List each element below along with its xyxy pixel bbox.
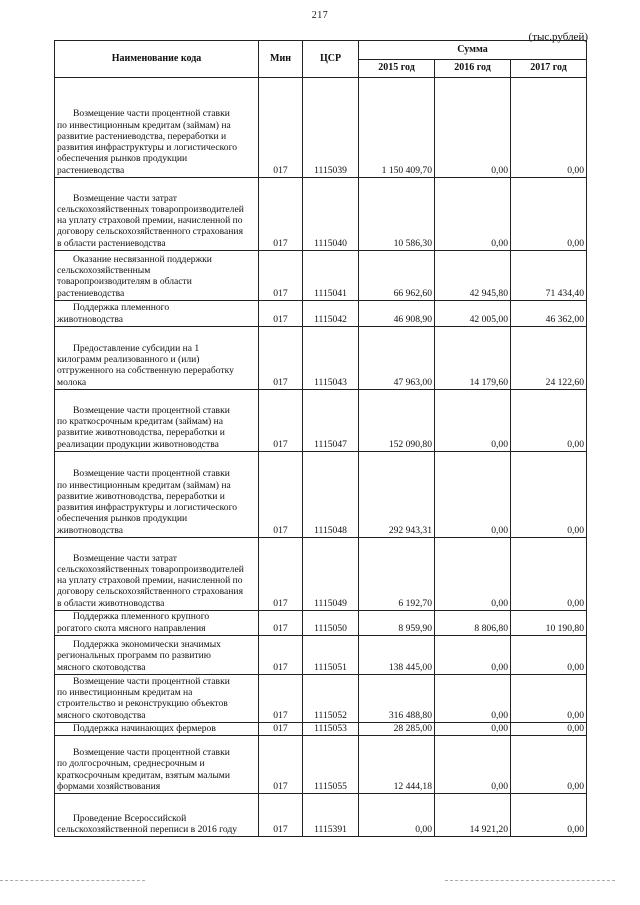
header-name: Наименование кода <box>55 41 259 78</box>
table-row <box>55 390 587 452</box>
row-name-line <box>57 394 256 405</box>
row-value-2015: 138 445,00 <box>359 636 435 675</box>
row-value-2015: 10 586,30 <box>359 178 435 251</box>
row-value-2017: 0,00 <box>511 723 587 736</box>
row-value-2017: 24 122,60 <box>511 327 587 390</box>
header-2016: 2016 год <box>435 60 511 78</box>
row-value-2015: 316 488,80 <box>359 675 435 723</box>
row-name-line: Проведение Всероссийской <box>73 812 187 824</box>
row-name-line: реализации продукции животноводства <box>57 438 219 450</box>
row-csr: 1115039 <box>303 78 359 178</box>
row-name <box>55 251 259 301</box>
row-csr: 1115053 <box>303 723 359 736</box>
row-name-line: животноводства <box>57 524 123 536</box>
row-name-line: Поддержка экономически значимых <box>73 639 221 651</box>
row-value-2015: 12 444,18 <box>359 736 435 794</box>
row-name-line: развития инфраструктуры и логистического <box>57 502 238 514</box>
table-row <box>55 301 587 327</box>
table-row <box>55 675 587 723</box>
row-name <box>55 636 259 675</box>
row-name-line: сельскохозяйственным <box>57 265 151 277</box>
table-row <box>55 78 587 178</box>
header-2015: 2015 год <box>359 60 435 78</box>
row-min: 017 <box>259 301 303 327</box>
row-csr: 1115047 <box>303 390 359 452</box>
row-name-line <box>57 801 256 812</box>
row-name-line: обеспечения рынков продукции <box>57 153 188 165</box>
row-name-line <box>57 541 256 552</box>
row-value-2015: 292 943,31 <box>359 452 435 538</box>
row-name-line: на уплату страховой премии, начисленной по <box>57 575 243 587</box>
row-name-line: региональных программ по развитию <box>57 650 211 662</box>
row-name-line: Поддержка начинающих фермеров <box>73 723 216 734</box>
row-csr: 1115042 <box>303 301 359 327</box>
row-name-line <box>57 181 256 192</box>
row-value-2017: 46 362,00 <box>511 301 587 327</box>
row-name-line: по долгосрочным, среднесрочным и <box>57 758 205 770</box>
row-value-2016: 0,00 <box>435 78 511 178</box>
row-name <box>55 794 259 837</box>
row-csr: 1115041 <box>303 251 359 301</box>
row-name <box>55 538 259 611</box>
header-sum: Сумма <box>359 41 587 60</box>
row-min: 017 <box>259 611 303 636</box>
row-min: 017 <box>259 538 303 611</box>
table-row <box>55 327 587 390</box>
row-name <box>55 736 259 794</box>
table-row <box>55 723 587 736</box>
row-value-2017: 0,00 <box>511 178 587 251</box>
row-name-line: Возмещение части процентной ставки <box>73 108 230 120</box>
row-csr: 1115049 <box>303 538 359 611</box>
budget-table <box>54 40 587 837</box>
row-name-line: в области растениеводства <box>57 237 166 249</box>
row-value-2016: 0,00 <box>435 636 511 675</box>
table-row <box>55 736 587 794</box>
row-name-line: договору сельскохозяйственного страхования <box>57 226 243 238</box>
row-value-2016: 42 945,80 <box>435 251 511 301</box>
row-value-2016: 0,00 <box>435 178 511 251</box>
row-value-2016: 0,00 <box>435 723 511 736</box>
row-name-line: животноводства <box>57 313 123 325</box>
table-row <box>55 538 587 611</box>
row-value-2015: 47 963,00 <box>359 327 435 390</box>
row-name-line: товаропроизводителям в области <box>57 276 192 288</box>
row-name-line: Предоставление субсидии на 1 <box>73 342 200 354</box>
row-min: 017 <box>259 736 303 794</box>
header-min: Мин <box>259 41 303 78</box>
row-name <box>55 178 259 251</box>
row-name-line: развитие животноводства, переработки и <box>57 490 225 502</box>
row-value-2015: 8 959,90 <box>359 611 435 636</box>
row-name-line: растениеводства <box>57 287 125 299</box>
row-name-line: Поддержка племенного <box>73 302 170 314</box>
row-value-2015: 152 090,80 <box>359 390 435 452</box>
row-name-line: развития инфраструктуры и логистического <box>57 142 238 154</box>
row-value-2015: 66 962,60 <box>359 251 435 301</box>
row-value-2015: 46 908,90 <box>359 301 435 327</box>
row-value-2017: 0,00 <box>511 794 587 837</box>
row-csr: 1115048 <box>303 452 359 538</box>
row-name-line: рогатого скота мясного направления <box>57 622 206 634</box>
row-name-line: по краткосрочным кредитам (займам) на <box>57 416 224 428</box>
header-csr: ЦСР <box>303 41 359 78</box>
table-row <box>55 794 587 837</box>
table-row <box>55 178 587 251</box>
row-name-line: по инвестиционным кредитам (займам) на <box>57 119 231 131</box>
row-name-line: молока <box>57 376 87 388</box>
row-min: 017 <box>259 636 303 675</box>
row-name-line: Возмещение части затрат <box>73 192 177 204</box>
row-name-line: сельскохозяйственной переписи в 2016 году <box>57 824 238 835</box>
row-name-line: Возмещение части процентной ставки <box>73 675 230 687</box>
row-min: 017 <box>259 78 303 178</box>
row-name <box>55 78 259 178</box>
row-name-line: на уплату страховой премии, начисленной по <box>57 215 243 227</box>
row-value-2017: 0,00 <box>511 675 587 723</box>
row-name-line: мясного скотоводства <box>57 709 146 721</box>
row-value-2017: 10 190,80 <box>511 611 587 636</box>
row-value-2017: 71 434,40 <box>511 251 587 301</box>
row-name-line: по инвестиционным кредитам (займам) на <box>57 479 231 491</box>
row-value-2016: 8 806,80 <box>435 611 511 636</box>
unit-label: (тыс.рублей) <box>528 31 588 43</box>
table-body <box>55 78 587 837</box>
row-value-2016: 0,00 <box>435 452 511 538</box>
row-min: 017 <box>259 327 303 390</box>
row-name-line: отгруженного на собственную переработку <box>57 365 234 377</box>
row-csr: 1115055 <box>303 736 359 794</box>
row-name <box>55 301 259 327</box>
row-csr: 1115050 <box>303 611 359 636</box>
row-value-2017: 0,00 <box>511 736 587 794</box>
footer-divider-left <box>0 880 145 881</box>
row-name-line: Поддержка племенного крупного <box>73 611 210 623</box>
row-name-line: мясного скотоводства <box>57 661 146 673</box>
row-name-line: Оказание несвязанной поддержки <box>73 253 212 265</box>
footer-divider-right <box>445 880 615 881</box>
row-name-line: Возмещение части процентной ставки <box>73 468 230 480</box>
row-value-2016: 14 179,60 <box>435 327 511 390</box>
row-name-line: по инвестиционным кредитам на <box>57 687 193 699</box>
row-name-line: Возмещение части процентной ставки <box>73 404 230 416</box>
row-name-line: в области животноводства <box>57 597 165 609</box>
row-value-2015: 28 285,00 <box>359 723 435 736</box>
row-min: 017 <box>259 794 303 837</box>
row-value-2016: 14 921,20 <box>435 794 511 837</box>
row-value-2017: 0,00 <box>511 452 587 538</box>
row-value-2015: 0,00 <box>359 794 435 837</box>
row-value-2016: 0,00 <box>435 390 511 452</box>
row-name-line: растениеводства <box>57 164 125 176</box>
row-min: 017 <box>259 390 303 452</box>
row-value-2015: 6 192,70 <box>359 538 435 611</box>
row-value-2016: 0,00 <box>435 538 511 611</box>
table-row <box>55 611 587 636</box>
row-value-2017: 0,00 <box>511 390 587 452</box>
row-min: 017 <box>259 178 303 251</box>
row-name <box>55 611 259 636</box>
row-value-2017: 0,00 <box>511 78 587 178</box>
row-name-line: краткосрочным кредитам, взятым малыми <box>57 769 231 781</box>
row-name-line: сельскохозяйственных товаропроизводителей <box>57 563 244 575</box>
row-min: 017 <box>259 723 303 736</box>
row-csr: 1115052 <box>303 675 359 723</box>
row-min: 017 <box>259 675 303 723</box>
row-value-2016: 42 005,00 <box>435 301 511 327</box>
header-2017: 2017 год <box>511 60 587 78</box>
row-value-2016: 0,00 <box>435 736 511 794</box>
row-value-2015: 1 150 409,70 <box>359 78 435 178</box>
row-name <box>55 327 259 390</box>
table-row <box>55 636 587 675</box>
row-csr: 1115040 <box>303 178 359 251</box>
table-row <box>55 452 587 538</box>
row-name-line: Возмещение части процентной ставки <box>73 747 230 759</box>
row-name-line: развитие растениеводства, переработки и <box>57 130 227 142</box>
page-number: 217 <box>311 10 329 21</box>
row-name-line: сельскохозяйственных товаропроизводителей <box>57 203 244 215</box>
row-csr: 1115051 <box>303 636 359 675</box>
table-row <box>55 251 587 301</box>
row-name <box>55 452 259 538</box>
row-name-line: строительство и реконструкцию объектов <box>57 698 228 710</box>
row-name-line: формами хозяйствования <box>57 781 161 792</box>
row-csr: 1115043 <box>303 327 359 390</box>
row-csr: 1115391 <box>303 794 359 837</box>
row-name <box>55 390 259 452</box>
row-value-2017: 0,00 <box>511 538 587 611</box>
row-min: 017 <box>259 452 303 538</box>
row-name <box>55 675 259 723</box>
row-value-2016: 0,00 <box>435 675 511 723</box>
row-min: 017 <box>259 251 303 301</box>
row-name-line: развитие животноводства, переработки и <box>57 427 225 439</box>
row-name-line: договору сельскохозяйственного страхования <box>57 586 243 598</box>
row-name <box>55 723 259 736</box>
row-value-2017: 0,00 <box>511 636 587 675</box>
row-name-line: килограмм реализованного и (или) <box>57 354 200 366</box>
row-name-line: обеспечения рынков продукции <box>57 513 188 525</box>
row-name-line: Возмещение части затрат <box>73 552 177 564</box>
